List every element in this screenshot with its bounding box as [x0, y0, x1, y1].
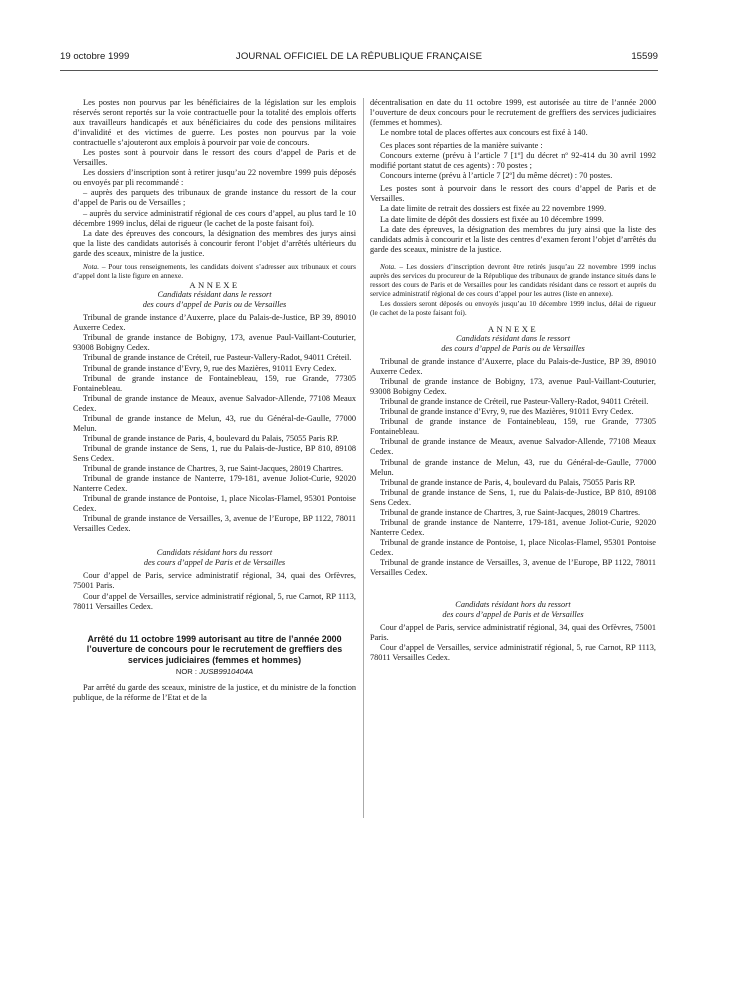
note — [73, 262, 356, 280]
subheading-line: des cours d’appel de Paris ou de Versailles — [441, 344, 585, 354]
list-item: – auprès des parquets des tribunaux de grande instance du ressort de la cour d’appel de Paris ou de Versailles ; — [73, 188, 356, 208]
list-item: Tribunal de grande instance d’Evry, 9, rue des Mazières, 91011 Evry Cedex. — [380, 407, 634, 417]
page-header — [60, 51, 658, 67]
list-item: Tribunal de grande instance d’Auxerre, place du Palais-de-Justice, BP 39, 89010 Auxerre Cedex. — [370, 357, 656, 377]
list-item: Tribunal de grande instance de Fontainebleau, 159, rue Grande, 77305 Fontainebleau. — [370, 417, 656, 437]
paragraph: Concours interne (prévu à l’article 7 [2º] du même décret) : 70 postes. — [380, 171, 613, 181]
list-item: Tribunal de grande instance de Versailles, 3, avenue de l’Europe, BP 1122, 78011 Versailles Cedex. — [370, 558, 656, 578]
list-item: Tribunal de grande instance d’Auxerre, place du Palais-de-Justice, BP 39, 89010 Auxerre Cedex. — [73, 313, 356, 333]
nor-reference — [73, 667, 356, 677]
annexe-subheading — [370, 600, 656, 620]
annexe-subheading — [370, 334, 656, 354]
journal-title: JOURNAL OFFICIEL DE LA RÉPUBLIQUE FRANÇAISE — [235, 51, 483, 62]
list-item: Cour d’appel de Versailles, service administratif régional, 5, rue Carnot, RP 1113, 78011 Versailles Cedex. — [73, 591, 356, 611]
note-continued: Les dossiers seront déposés ou envoyés jusqu’au 10 décembre 1999 inclus, délai de rigueur (le cachet de la poste faisant foi). — [370, 298, 656, 317]
list-item: Tribunal de grande instance de Sens, 1, rue du Palais-de-Justice, BP 810, 89108 Sens Cedex. — [73, 443, 356, 463]
paragraph: Le nombre total de places offertes aux concours est fixé à 140. — [380, 128, 588, 138]
paragraph: Les dossiers d’inscription sont à retirer jusqu’au 22 novembre 1999 puis déposés ou envoyés par pli recommandé : — [73, 168, 356, 188]
list-item: Tribunal de grande instance de Chartres, 3, rue Saint-Jacques, 28019 Chartres. — [83, 464, 344, 473]
note-label: Nota. — [380, 261, 397, 271]
list-item: Tribunal de grande instance de Pontoise, 1, place Nicolas-Flamel, 95301 Pontoise Cedex. — [73, 494, 356, 514]
column-separator — [363, 98, 364, 818]
list-item: Cour d’appel de Paris, service administratif régional, 34, quai des Orfèvres, 75001 Paris. — [73, 571, 356, 591]
list-item: Cour d’appel de Versailles, service administratif régional, 5, rue Carnot, RP 1113, 78011 Versailles Cedex. — [370, 643, 656, 663]
nor-label: NOR : — [175, 667, 200, 677]
header-date: 19 octobre 1999 — [60, 51, 130, 62]
header-rule — [60, 70, 658, 71]
list-item: Tribunal de grande instance de Nanterre, 179-181, avenue Joliot-Curie, 92020 Nanterre Cedex. — [370, 517, 656, 537]
list-item: Tribunal de grande instance de Fontainebleau, 159, rue Grande, 77305 Fontainebleau. — [73, 373, 356, 393]
nor-code: JUSB9910404A — [199, 667, 254, 677]
paragraph: décentralisation en date du 11 octobre 1999, est autorisée au titre de l’année 2000 l’ouverture de deux concours pour le recrutement de greffiers des services judiciaires (femmes et hommes). — [370, 98, 656, 128]
list-item: – auprès du service administratif régional de ces cours d’appel, au plus tard le 10 décembre 1999 inclus, délai de rigueur (le cachet de la poste faisant foi). — [73, 208, 356, 228]
paragraph: Les postes non pourvus par les bénéficiaires de la législation sur les emplois réservés seront reportés sur la voie contractuelle pour la totalité des emplois offerts aux travailleurs handicapés et aux bénéficiaires du code des pensions militaires d’invalidité et des victimes de guerre. Les postes non pourvus par la voie contractuelle s’ajouteront aux emplois à pourvoir par voie de concours. — [73, 98, 356, 148]
list-item: Tribunal de grande instance de Pontoise, 1, place Nicolas-Flamel, 95301 Pontoise Cedex. — [370, 537, 656, 557]
list-item: Tribunal de grande instance de Paris, 4, boulevard du Palais, 75055 Paris RP. — [380, 477, 636, 487]
list-item: Tribunal de grande instance de Chartres, 3, rue Saint-Jacques, 28019 Chartres. — [380, 507, 641, 517]
list-item: Tribunal de grande instance de Meaux, avenue Salvador-Allende, 77108 Meaux Cedex. — [370, 437, 656, 457]
subheading-line: des cours d’appel de Paris et de Versailles — [442, 610, 584, 620]
paragraph: La date limite de dépôt des dossiers est fixée au 10 décembre 1999. — [380, 214, 604, 224]
list-item: Tribunal de grande instance de Versailles, 3, avenue de l’Europe, BP 1122, 78011 Versailles Cedex. — [73, 514, 356, 534]
note — [370, 262, 656, 299]
paragraph: Par arrêté du garde des sceaux, ministre de la justice, et du ministre de la fonction publique, de la réforme de l’Etat et de la — [73, 683, 356, 703]
list-item: Cour d’appel de Paris, service administratif régional, 34, quai des Orfèvres, 75001 Paris. — [370, 623, 656, 643]
subheading-line: Candidats résidant hors du ressort — [455, 600, 571, 610]
annexe-title: ANNEXE — [189, 280, 240, 291]
list-item: Tribunal de grande instance de Nanterre, 179-181, avenue Joliot-Curie, 92020 Nanterre Cedex. — [73, 474, 356, 494]
list-item: Tribunal de grande instance de Créteil, rue Pasteur-Vallery-Radot, 94011 Créteil. — [83, 353, 352, 363]
arrete-title: Arrêté du 11 octobre 1999 autorisant au titre de l’année 2000 l’ouverture de concours pour le recrutement de greffiers des services judiciaires (femmes et hommes) — [86, 633, 343, 665]
paragraph: La date limite de retrait des dossiers est fixée au 22 novembre 1999. — [380, 204, 607, 214]
subheading-line: Candidats résidant dans le ressort — [157, 290, 272, 300]
paragraph: La date des épreuves des concours, la désignation des membres des jurys ainsi que la liste des candidats autorisés à concourir feront l’objet d’arrêtés ultérieurs du garde des sceaux, ministre de la justice. — [73, 228, 356, 258]
paragraph: Ces places sont réparties de la manière suivante : — [380, 141, 543, 151]
subheading-line: des cours d’appel de Paris ou de Versailles — [142, 300, 287, 310]
list-item: Tribunal de grande instance de Bobigny, 173, avenue Paul-Vaillant-Couturier, 93008 Bobigny Cedex. — [370, 377, 656, 397]
paragraph: La date des épreuves, la désignation des membres du jury ainsi que la liste des candidats admis à concourir et la liste des centres d’examen feront l’objet d’arrêtés du garde des sceaux, ministre de la justice. — [370, 224, 656, 254]
subheading-line: Candidats résidant dans le ressort — [455, 333, 570, 343]
list-item: Tribunal de grande instance de Melun, 43, rue du Général-de-Gaulle, 77000 Melun. — [73, 413, 356, 433]
paragraph: Les postes sont à pourvoir dans le ressort des cours d’appel de Paris et de Versailles. — [370, 184, 656, 204]
list-item: Tribunal de grande instance de Melun, 43, rue du Général-de-Gaulle, 77000 Melun. — [370, 457, 656, 477]
right-column — [370, 98, 656, 663]
subheading-line: Candidats résidant hors du ressort — [156, 548, 273, 558]
list-item: Tribunal de grande instance d’Evry, 9, rue des Mazières, 91011 Evry Cedex. — [83, 363, 337, 373]
paragraph: Les postes sont à pourvoir dans le ressort des cours d’appel de Paris et de Versailles. — [73, 148, 356, 168]
subheading-line: des cours d’appel de Paris et de Versailles — [143, 558, 286, 568]
list-item: Tribunal de grande instance de Créteil, rue Pasteur-Vallery-Radot, 94011 Créteil. — [380, 397, 649, 407]
note-label: Nota. — [83, 261, 100, 271]
list-item: Tribunal de grande instance de Meaux, avenue Salvador-Allende, 77108 Meaux Cedex. — [73, 393, 356, 413]
list-item: Tribunal de grande instance de Paris, 4, boulevard du Palais, 75055 Paris RP. — [83, 433, 339, 443]
note-text: – Pour tous renseignements, les candidats doivent s’adresser aux tribunaux et cours d’appel dont la liste figure en annexe. — [73, 261, 356, 280]
left-column — [73, 98, 356, 704]
annexe-title: ANNEXE — [487, 323, 539, 334]
note-text: – Les dossiers d’inscription devront être retirés jusqu’au 22 novembre 1999 inclus auprès des services du procureur de la République des tribunaux de grande instance situés dans le ressort des cours de Paris et de Versailles pour les candidats résidant dans ce ressort et auprès du service administratif régional de ces cours d’appel pour les autres (liste en annexe). — [370, 261, 656, 299]
paragraph: Concours externe (prévu à l’article 7 [1º] du décret nº 92-414 du 30 avril 1992 modifié portant statut de ces agents) : 70 postes ; — [370, 151, 656, 171]
list-item: Tribunal de grande instance de Sens, 1, rue du Palais-de-Justice, BP 810, 89108 Sens Cedex. — [370, 487, 656, 507]
annexe-subheading — [73, 548, 356, 568]
list-item: Tribunal de grande instance de Bobigny, 173, avenue Paul-Vaillant-Couturier, 93008 Bobigny Cedex. — [73, 333, 356, 353]
page-number: 15599 — [631, 51, 658, 62]
annexe-subheading — [73, 290, 356, 310]
